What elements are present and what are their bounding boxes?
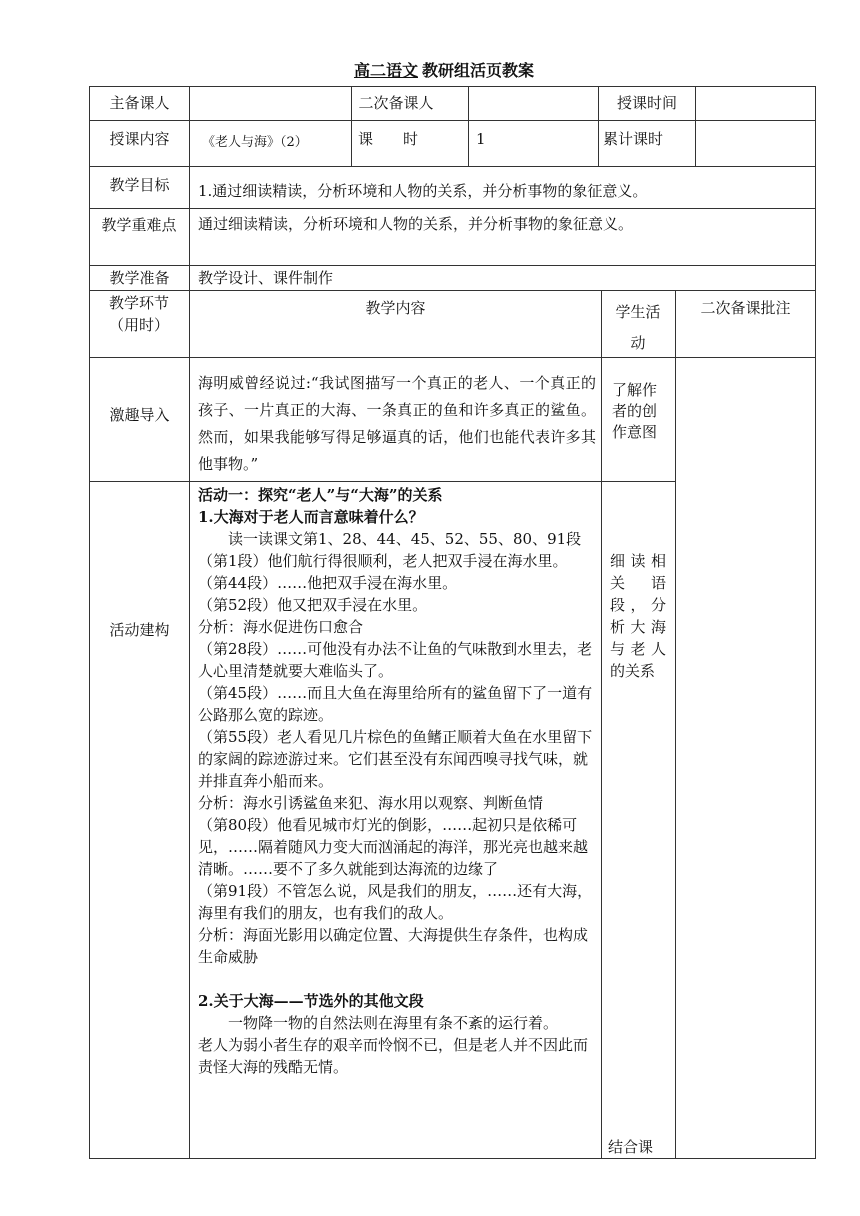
- activity-content: [198, 484, 596, 1078]
- quote-line: （第55段）老人看见几片棕色的鱼鳍正顺着大鱼在水里留下的家阔的踪迹游过来。它们甚至没有东闻西嗅寻找气味，就并排直奔小船而来。: [198, 728, 593, 790]
- row-line: [89, 1158, 816, 1159]
- content-label: 授课内容: [109, 130, 170, 148]
- row-line: [89, 265, 816, 266]
- student-column-header: 学生活动: [615, 303, 661, 352]
- class-time-label: 授课时间: [616, 94, 677, 112]
- total-periods-label: 累计课时: [603, 130, 664, 148]
- quote-line: （第45段）……而且大鱼在海里给所有的鲨鱼留下了一道有公路那么宽的踪迹。: [198, 684, 593, 724]
- intro-student-activity: 了解作者的创作意图: [612, 381, 658, 441]
- quote-line: （第1段）他们航行得很顺利，老人把双手浸在海水里。: [198, 552, 568, 570]
- activity-stage-label: 活动建构: [109, 621, 170, 639]
- col-line: [601, 290, 602, 1159]
- col-line: [189, 86, 190, 1159]
- quote-line: （第44段）……他把双手浸在海水里。: [198, 574, 458, 592]
- period-label: 课 时: [358, 130, 419, 148]
- content-column-header: 教学内容: [365, 299, 426, 317]
- question-one: 1.大海对于老人而言意味着什么？: [198, 508, 424, 526]
- preparation-value: 教学设计、课件制作: [198, 269, 334, 287]
- lead-teacher-label: 主备课人: [109, 94, 170, 112]
- quote-line: （第91段）不管怎么说，风是我们的朋友，……还有大海，海里有我们的朋友，也有我们的敌人。: [198, 882, 593, 922]
- row-line: [89, 290, 816, 291]
- reading-task: 读一读课文第1、28、44、45、52、55、80、91段: [228, 530, 582, 548]
- content-value: 《老人与海》（2）: [202, 135, 308, 150]
- stage-column-header: 教学环节（用时）: [108, 294, 169, 334]
- col-line: [815, 86, 816, 1159]
- goals-label: 教学目标: [109, 176, 170, 194]
- paragraph-nature-law: 一物降一物的自然法则在海里有条不紊的运行着。: [228, 1014, 559, 1032]
- quote-line: （第80段）他看见城市灯光的倒影，……起初只是依稀可见，……隔着随风力变大而汹涌起的海洋，那光亮也越来越清晰。……要不了多久就能到达海流的边缘了: [198, 816, 589, 878]
- goals-value: 1.通过细读精读，分析环境和人物的关系，并分析事物的象征意义。: [198, 182, 648, 200]
- key-points-value: 通过细读精读，分析环境和人物的关系，并分析事物的象征意义。: [198, 215, 634, 233]
- subject-label: 高二语文: [353, 61, 418, 80]
- preparation-label: 教学准备: [109, 269, 170, 287]
- period-value: 1: [476, 130, 486, 148]
- row-line: [89, 86, 816, 87]
- analysis-line: 分析：海水引诱鲨鱼来犯、海水用以观察、判断鱼情: [198, 794, 544, 812]
- row-line: [89, 208, 816, 209]
- spacer: [198, 968, 596, 990]
- activity-student-task-continued: 结合课: [608, 1138, 654, 1156]
- analysis-line: 分析：海面光影用以确定位置、大海提供生存条件，也构成生命威胁: [198, 926, 589, 966]
- activity-heading: 活动一：探究“老人”与“大海”的关系: [198, 486, 443, 504]
- quote-line: （第28段）……可他没有办法不让鱼的气味散到水里去，老人心里清楚就要大难临头了。: [198, 640, 593, 680]
- second-teacher-label: 二次备课人: [358, 94, 434, 112]
- col-line: [468, 86, 469, 166]
- key-points-label: 教学重难点: [101, 216, 177, 234]
- intro-stage-label: 激趣导入: [109, 406, 170, 424]
- row-line: [89, 357, 816, 358]
- document-title: [0, 58, 860, 81]
- paragraph-old-man: 老人为弱小者生存的艰辛而怜悯不已，但是老人并不因此而责怪大海的残酷无情。: [198, 1036, 589, 1076]
- notes-column-header: 二次备课批注: [700, 299, 791, 317]
- col-line: [695, 86, 696, 166]
- col-line: [675, 290, 676, 1159]
- row-line: [89, 166, 816, 167]
- row-line: [89, 120, 816, 121]
- row-line: [89, 481, 676, 482]
- activity-student-task: 细读相关语段，分析大海与老人的关系: [610, 552, 666, 680]
- analysis-line: 分析：海水促进伤口愈合: [198, 618, 364, 636]
- title-label: 教研组活页教案: [422, 61, 535, 80]
- quote-line: （第52段）他又把双手浸在水里。: [198, 596, 428, 614]
- intro-content: 海明威曾经说过:“我试图描写一个真正的老人、一个真正的孩子、一片真正的大海、一条真正的鱼和许多真正的鲨鱼。然而，如果我能够写得足够逼真的话，他们也能代表许多其他事物。”: [198, 374, 596, 473]
- question-two: 2.关于大海——节选外的其他文段: [198, 992, 424, 1010]
